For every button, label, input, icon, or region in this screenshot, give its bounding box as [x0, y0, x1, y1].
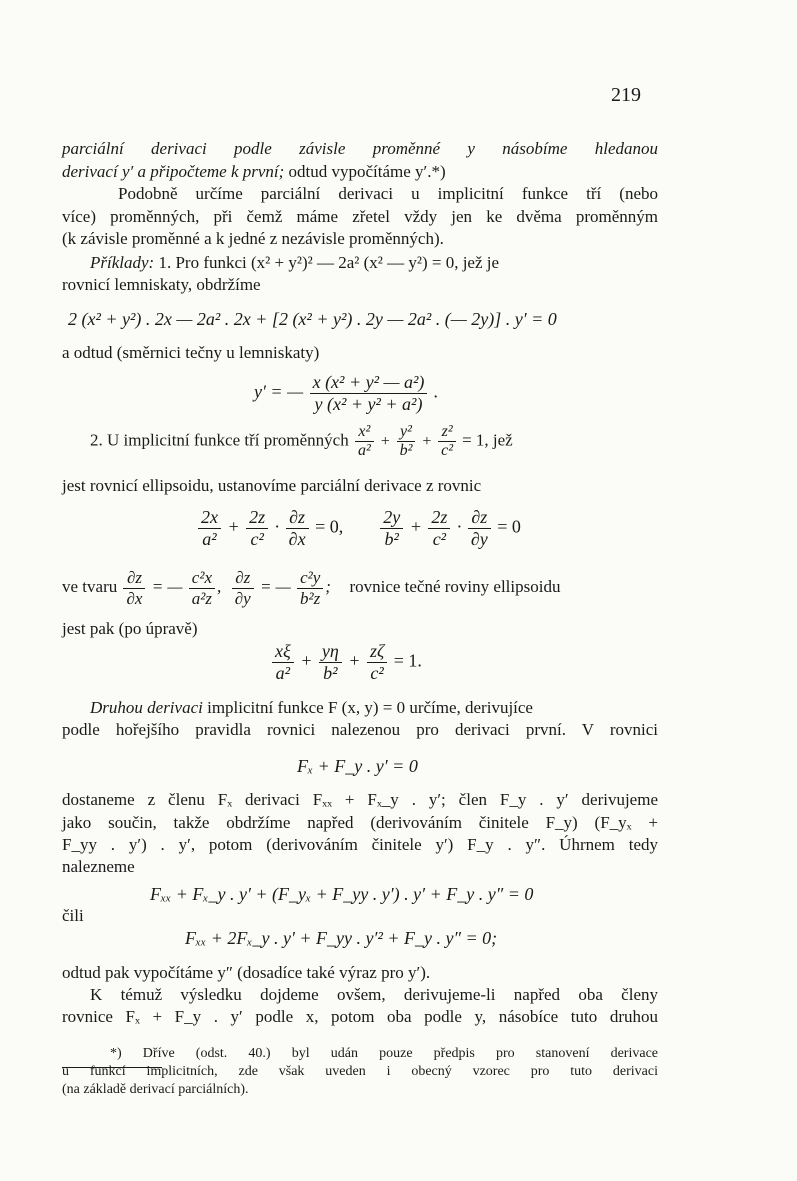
footnote-line-3: (na základě derivací parciálních). — [62, 1082, 249, 1097]
denominator: c² — [441, 442, 454, 460]
eq-end: . — [433, 381, 439, 402]
numerator: zζ — [367, 641, 387, 663]
numerator: ∂z — [468, 507, 491, 529]
text-run: rovnice tečné roviny ellipsoidu — [349, 576, 561, 596]
word-cili: čili — [62, 906, 84, 925]
paragraph-8-line-2: jako součin, takže obdržíme napřed (derivováním činitele F_y) (F_yₓ + — [62, 813, 658, 832]
fraction — [123, 568, 145, 608]
paragraph-7-line-2: podle hořejšího pravidla rovnici nalezenou pro derivaci první. V rovnici — [62, 720, 658, 739]
numerator: 2z — [246, 507, 268, 529]
paragraph-2-line-2: více) proměnných, při čemž máme zřetel vždy jen ke dvěma proměnným — [62, 207, 658, 226]
numerator: ∂z — [123, 568, 145, 589]
fraction — [286, 507, 309, 549]
equation-tangent-slope — [254, 372, 438, 414]
paragraph-9: odtud pak vypočítáme y″ (dosadíce také výraz pro y′). — [62, 963, 431, 982]
fraction — [380, 507, 403, 549]
numerator: 2y — [380, 507, 403, 529]
fraction — [189, 568, 215, 608]
denominator: a² — [202, 528, 217, 549]
fraction — [232, 568, 254, 608]
denominator: c² — [432, 528, 447, 549]
equation-first-derivative: Fₓ + F_y . y′ = 0 — [297, 756, 418, 776]
equation-partial-derivatives: $\frac{2x}{\text{a²}}$ + $\frac{2z}{\text{c²}}$ · $\frac{\partial z}{\partial x}$ = 0, $\frac{2y}{\text{b²}}$ + $\frac{2z}{\text{c²}}$ · $\frac{\partial z}{\partial y}$ = 0 — [196, 507, 521, 549]
text-run: 1. Pro funkci (x² + y²)² — 2a² (x² — y²) = 0, jež je — [154, 253, 500, 272]
denominator: ∂x — [288, 528, 306, 549]
footnote-line-2: u funkcí implicitních, zde však uveden i obecný vzorec pro tuto derivaci — [62, 1064, 658, 1079]
fraction — [468, 507, 491, 549]
denominator: a² — [275, 662, 291, 683]
paragraph-2-line-1: Podobně určíme parciální derivaci u implicitní funkce tří (nebo — [118, 184, 658, 203]
numerator: xξ — [272, 641, 294, 663]
denominator: ∂y — [234, 588, 251, 608]
equation-tangent-plane: $\frac{x\xi}{\text{a²}}$ + $\frac{y\eta}{\text{b²}}$ + $\frac{z\zeta}{\text{c²}}$ = 1. — [270, 641, 422, 683]
eq-lhs: y′ = — — [254, 381, 304, 402]
denominator: b² — [399, 442, 413, 460]
equation-second-derivative-expanded: Fₓₓ + Fₓ_y . y′ + (F_yₓ + F_yy . y′) . y′ + F_y . y″ = 0 — [150, 884, 534, 904]
paragraph-8-line-1: dostaneme z členu Fₓ derivaci Fₓₓ + Fₓ_y . y′; člen F_y . y′ derivujeme — [62, 790, 658, 809]
text-run: implicitní funkce F (x, y) = 0 určíme, derivujíce — [202, 698, 533, 717]
numerator: 2z — [428, 507, 450, 529]
text-run: 2. U implicitní funkce tří proměnných — [90, 430, 349, 450]
numerator: y² — [397, 423, 416, 442]
italic-phrase: derivací y′ a připočteme k první; — [62, 162, 285, 181]
eq-end: = 0 — [497, 516, 521, 537]
fraction — [272, 641, 294, 683]
fraction — [355, 423, 374, 461]
denominator: b²z — [300, 588, 321, 608]
text-run: ve tvaru — [62, 576, 118, 596]
paragraph-5-line-2: jest rovnicí ellipsoidu, ustanovíme parciální derivace z rovnic — [62, 476, 482, 495]
paragraph-4: a odtud (směrnici tečny u lemniskaty) — [62, 343, 320, 362]
numerator: z² — [438, 423, 456, 442]
numerator: ∂z — [286, 507, 309, 529]
paragraph-5-line-1: 2. U implicitní funkce tří proměnných $\frac{\text{x²}}{\text{a²}}$ + $\frac{\text{y²}}{\text{b²}}$ + $\frac{\text{z²}}{\text{c²}}$ = 1, jež — [90, 423, 513, 460]
denominator: a²z — [191, 588, 212, 608]
numerator: c²x — [189, 568, 215, 589]
equation-second-derivative: Fₓₓ + 2Fₓ_y . y′ + F_yy . y′² + F_y . y″ = 0; — [185, 928, 498, 948]
paragraph-6-line-1: ve tvaru $\frac{\partial z}{\partial x}$ = — $\frac{\text{c²x}}{\text{a²z}}$ , $\frac{\partial z}{\partial y}$ = — $\frac{\text{c²y}}{\text{b²z}}$ ; rovnice tečné roviny ellipsoidu — [62, 568, 561, 608]
denominator: b² — [323, 662, 338, 683]
denominator: ∂y — [470, 528, 488, 549]
paragraph-3-line-1 — [90, 253, 499, 273]
paragraph-6-line-2: jest pak (po úpravě) — [62, 619, 198, 638]
page-number: 219 — [611, 84, 641, 106]
paragraph-10-line-2: rovnice Fₓ + F_y . y′ podle x, potom oba podle y, násobíce tuto druhou — [62, 1007, 658, 1026]
eq-end: = 1. — [393, 650, 422, 671]
fraction — [246, 507, 268, 549]
denominator: a² — [357, 442, 371, 460]
denominator: c² — [370, 662, 384, 683]
numerator: 2x — [198, 507, 221, 529]
text-run: = 1, jež — [462, 430, 513, 450]
paragraph-8-line-4: nalezneme — [62, 857, 135, 876]
numerator: ∂z — [232, 568, 254, 589]
denominator: ∂x — [126, 588, 143, 608]
fraction — [198, 507, 221, 549]
fraction — [319, 641, 342, 683]
equation-lemniscate-derivative: 2 (x² + y²) . 2x — 2a² . 2x + [2 (x² + y²) . 2y — 2a² . (— 2y)] . y′ = 0 — [68, 309, 557, 329]
paragraph-2-line-3: (k závisle proměnné a k jedné z nezávisle proměnných). — [62, 229, 444, 248]
numerator: x² — [355, 423, 374, 442]
paragraph-8-line-3: F_yy . y′) . y′, potom (derivováním činitele y′) F_y . y″. Úhrnem tedy — [62, 835, 658, 854]
denominator: b² — [384, 528, 399, 549]
denominator: c² — [250, 528, 264, 549]
text-run: odtud vypočítáme y′.*) — [284, 162, 446, 181]
numerator: c²y — [297, 568, 323, 589]
fraction — [397, 423, 416, 461]
paragraph-10-line-1: K témuž výsledku dojdeme ovšem, derivujeme-li napřed oba členy — [90, 985, 658, 1004]
eq-end: = 0, — [315, 516, 344, 537]
fraction — [428, 507, 450, 549]
paragraph-1-line-1: parciální derivaci podle závisle proměnné y násobíme hledanou — [62, 139, 658, 158]
paragraph-3-line-2: rovnicí lemniskaty, obdržíme — [62, 275, 261, 294]
footnote-line-1: *) Dříve (odst. 40.) byl udán pouze předpis pro stanovení derivace — [110, 1046, 658, 1061]
paragraph-7-line-1 — [90, 698, 658, 718]
fraction — [438, 423, 456, 461]
fraction — [297, 568, 323, 608]
examples-label: Příklady: — [90, 253, 155, 272]
denominator: y (x² + y² + a²) — [314, 393, 423, 414]
fraction — [367, 641, 387, 683]
italic-phrase: Druhou derivaci — [90, 698, 203, 717]
numerator: x (x² + y² — a²) — [310, 372, 428, 394]
paragraph-1-line-2 — [62, 162, 446, 182]
fraction — [310, 372, 428, 414]
numerator: yη — [319, 641, 342, 663]
